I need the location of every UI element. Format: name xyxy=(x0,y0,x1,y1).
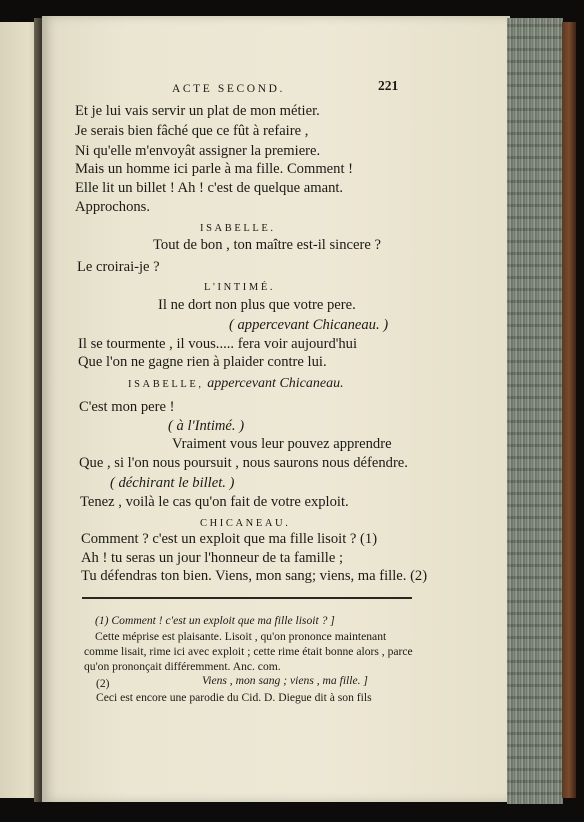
verse-line: Il se tourmente , il vous..... fera voir aujourd'hui xyxy=(78,336,358,352)
page-number: 221 xyxy=(378,78,399,93)
verse-line: Que , si l'on nous poursuit , nous saurons nous défendre. xyxy=(79,455,408,471)
verse-line: Il ne dort non plus que votre pere. xyxy=(158,297,356,313)
stage-direction: appercevant Chicaneau. xyxy=(207,376,344,391)
verse-line: Et je lui vais servir un plat de mon métier. xyxy=(75,103,320,119)
footnote-number: (2) xyxy=(96,677,110,690)
verse-line: Ni qu'elle m'envoyât assigner la premiere. xyxy=(75,143,321,159)
footnote-line: Cette méprise est plaisante. Lisoit , qu'on prononce maintenant xyxy=(95,630,387,643)
verse-line: Approchons. xyxy=(75,199,150,215)
verse-line: Tu défendras ton bien. Viens, mon sang; viens, ma fille. (2) xyxy=(81,568,428,584)
stage-direction: ( appercevant Chicaneau. ) xyxy=(229,317,389,333)
stage-direction: ( déchirant le billet. ) xyxy=(110,475,235,491)
verse-line: Vraiment vous leur pouvez apprendre xyxy=(172,436,392,452)
stage-direction: ( à l'Intimé. ) xyxy=(168,418,245,434)
verse-line: Tenez , voilà le cas qu'on fait de votre exploit. xyxy=(80,494,349,510)
speaker-name: ISABELLE. xyxy=(200,223,276,234)
footnote-line: comme lisait, rime ici avec exploit ; cette rime était bonne alors , parce xyxy=(84,645,413,658)
verse-line: Tout de bon , ton maître est-il sincere ? xyxy=(153,237,381,253)
running-title: ACTE SECOND. xyxy=(172,83,285,95)
verse-line: Comment ? c'est un exploit que ma fille lisoit ? (1) xyxy=(81,531,378,547)
verse-line: Que l'on ne gagne rien à plaider contre lui. xyxy=(78,354,327,370)
speaker-heading xyxy=(128,374,344,394)
verse-line: Je serais bien fâché que ce fût à refaire , xyxy=(75,123,309,139)
verse-line: Le croirai-je ? xyxy=(77,259,160,275)
verse-line: Mais un homme ici parle à ma fille. Comment ! xyxy=(75,161,354,177)
speaker-name: ISABELLE, xyxy=(128,379,204,390)
verse-line: Elle lit un billet ! Ah ! c'est de quelque amant. xyxy=(75,180,344,196)
footnote-line: qu'on prononçait différemment. Anc. com. xyxy=(84,660,281,673)
book-cover-edge xyxy=(562,22,576,798)
footnote-heading: (1) Comment ! c'est un exploit que ma fille lisoit ? ] xyxy=(95,614,335,627)
verse-line: Ah ! tu seras un jour l'honneur de ta famille ; xyxy=(81,550,344,566)
page-block-edge xyxy=(507,18,563,804)
speaker-name: CHICANEAU. xyxy=(200,518,291,529)
verse-line: C'est mon pere ! xyxy=(79,399,175,415)
footnote-line: Ceci est encore une parodie du Cid. D. Diegue dit à son fils xyxy=(96,691,372,704)
footnote-heading: Viens , mon sang ; viens , ma fille. ] xyxy=(202,674,368,687)
footnote-rule xyxy=(82,597,412,599)
speaker-name: L'INTIMÉ. xyxy=(204,282,276,293)
